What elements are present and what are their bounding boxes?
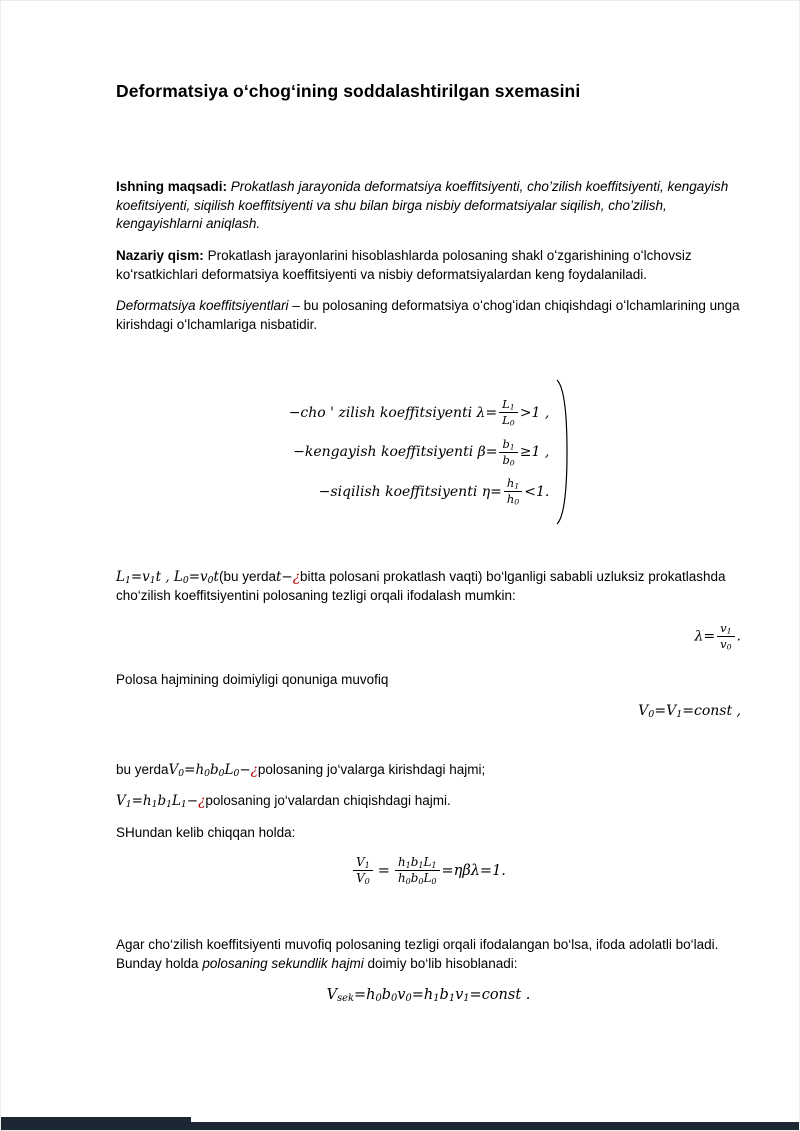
lambda-denominator: $v_0$ bbox=[720, 636, 732, 652]
length-text2: bitta polosani prokatlash vaqti) bo‘lganligi sababli uzluksiz prokatlashda cho‘zilish koeffitsiyentini polosaning tezligi orqali ifodalash mumkin: bbox=[116, 569, 726, 603]
ratio-result: =ηβλ=1. bbox=[441, 862, 506, 879]
eq1-lhs: −cho ' zilish koeffitsiyenti λ= bbox=[288, 404, 498, 421]
agar-text1: Agar cho‘zilish koeffitsiyenti muvofiq polosaning tezligi orqali ifodalangan bo‘lsa, ifoda adolatli bo‘ladi. Bunday holda bbox=[116, 936, 719, 971]
eq2-denominator: $b_0$ bbox=[502, 452, 515, 468]
eq2-rhs: ≥1 , bbox=[519, 444, 550, 461]
time-math: t−¿ bbox=[276, 569, 300, 586]
eq2-fraction bbox=[499, 438, 517, 467]
ratio-fraction-left bbox=[353, 856, 373, 886]
v0-text: polosaning jo‘valarga kirishdagi hajmi; bbox=[257, 761, 486, 777]
ratio-left-numerator: $V_1$ bbox=[353, 856, 373, 872]
nazariy-text: Prokatlash jarayonlarini hisoblashlarda polosaning shakl oʻzgarishining oʻlchovsiz koʻrsatkichlari deformatsiya koeffitsiyenti va nisbiy deformatsiyalardan keng foydalaniladi. bbox=[116, 247, 692, 282]
paragraph-v0-definition bbox=[116, 761, 741, 780]
def-text: – bu polosaning deformatsiya oʻchogʻidan chiqishdagi oʻlchamlarining unga kirishdagi oʻlchamlariga nisbatidir. bbox=[116, 298, 740, 332]
bottom-left-dark-block bbox=[1, 1117, 191, 1130]
paragraph-length bbox=[116, 568, 741, 605]
eq2-numerator: $b_1$ bbox=[499, 438, 517, 453]
v0-math: $V_0=h_0b_0L_0-¿$ bbox=[168, 761, 258, 779]
length-text1: (bu yerda bbox=[218, 569, 276, 585]
where-text: bu yerda bbox=[116, 761, 169, 777]
paragraph-nazariy bbox=[116, 247, 741, 284]
paragraph-agar bbox=[116, 936, 741, 973]
paragraph-maqsad bbox=[116, 178, 741, 234]
equation-siqilish bbox=[319, 477, 550, 506]
eq1-numerator: $L_1$ bbox=[499, 398, 518, 413]
lambda-fraction bbox=[717, 622, 734, 651]
lambda-numerator: $v_1$ bbox=[717, 622, 734, 637]
ratio-equals: = bbox=[377, 862, 390, 879]
eq1-denominator: $L_0$ bbox=[502, 413, 515, 429]
lambda-lhs: λ= bbox=[694, 628, 716, 645]
agar-italic-phrase: polosaning sekundlik hajmi bbox=[202, 955, 364, 971]
maqsad-label: Ishning maqsadi: bbox=[116, 179, 228, 194]
paragraph-volume: Polosa hajmining doimiyligi qonuniga muvofiq bbox=[116, 672, 389, 688]
eq3-rhs: <1. bbox=[524, 483, 550, 500]
eq1-rhs: >1 , bbox=[519, 404, 550, 421]
eq3-fraction bbox=[504, 477, 522, 506]
v1-text: polosaning jo‘valardan chiqishdagi hajmi. bbox=[205, 793, 451, 809]
vsek-formula: $V_{sek}=h_0b_0v_0=h_1b_1v_1=const$ . bbox=[326, 987, 531, 1005]
ratio-left-denominator: $V_0$ bbox=[356, 871, 370, 886]
eq3-lhs: −siqilish koeffitsiyenti η= bbox=[318, 483, 502, 500]
eq1-fraction bbox=[499, 398, 518, 427]
lambda-suffix: . bbox=[736, 628, 741, 645]
equation-system bbox=[116, 378, 741, 526]
eq3-denominator: $h_0$ bbox=[506, 492, 520, 507]
page-title: Deformatsiya oʻchogʻining soddalashtirilgan sxemasini bbox=[116, 81, 581, 101]
ratio-right-denominator: $h_0b_0L_0$ bbox=[397, 871, 437, 886]
equation-chozilish bbox=[289, 398, 550, 427]
ratio-fraction-right bbox=[395, 856, 440, 886]
lambda-formula bbox=[116, 622, 741, 651]
volume-constancy-formula: $V_0=V_1=const$ , bbox=[638, 702, 741, 720]
paragraph-v1-definition bbox=[116, 792, 741, 811]
ratio-formula bbox=[116, 856, 741, 886]
paragraph-shundan: SHundan kelib chiqqan holda: bbox=[116, 824, 296, 840]
eq3-numerator: $h_1$ bbox=[504, 477, 522, 492]
equation-kengayish bbox=[293, 438, 549, 467]
eq2-lhs: −kengayish koeffitsiyenti β= bbox=[293, 444, 498, 461]
length-math: $L_1=v_1t$ , $L_0=v_0t$ bbox=[116, 569, 219, 587]
ratio-right-numerator: $h_1b_1L_1$ bbox=[395, 856, 440, 872]
v1-math: $V_1=h_1b_1L_1-¿$ bbox=[116, 793, 206, 811]
maqsad-text: Prokatlash jarayonida deformatsiya koeffitsiyenti, cho’zilish koeffitsiyenti, kengayish koefitsiyenti, siqilish koeffitsiyenti va shu bilan birga nisbiy deformatsiyalar siqilish, cho’zilish, kengayishlarni aniqlash. bbox=[116, 179, 729, 232]
nazariy-label: Nazariy qism: bbox=[116, 247, 204, 263]
def-label: Deformatsiya koeffitsiyentlari bbox=[116, 298, 289, 314]
agar-text2: doimiy bo‘lib hisoblanadi: bbox=[367, 955, 518, 971]
paragraph-def bbox=[116, 297, 741, 334]
right-parenthesis-bracket bbox=[554, 378, 568, 526]
